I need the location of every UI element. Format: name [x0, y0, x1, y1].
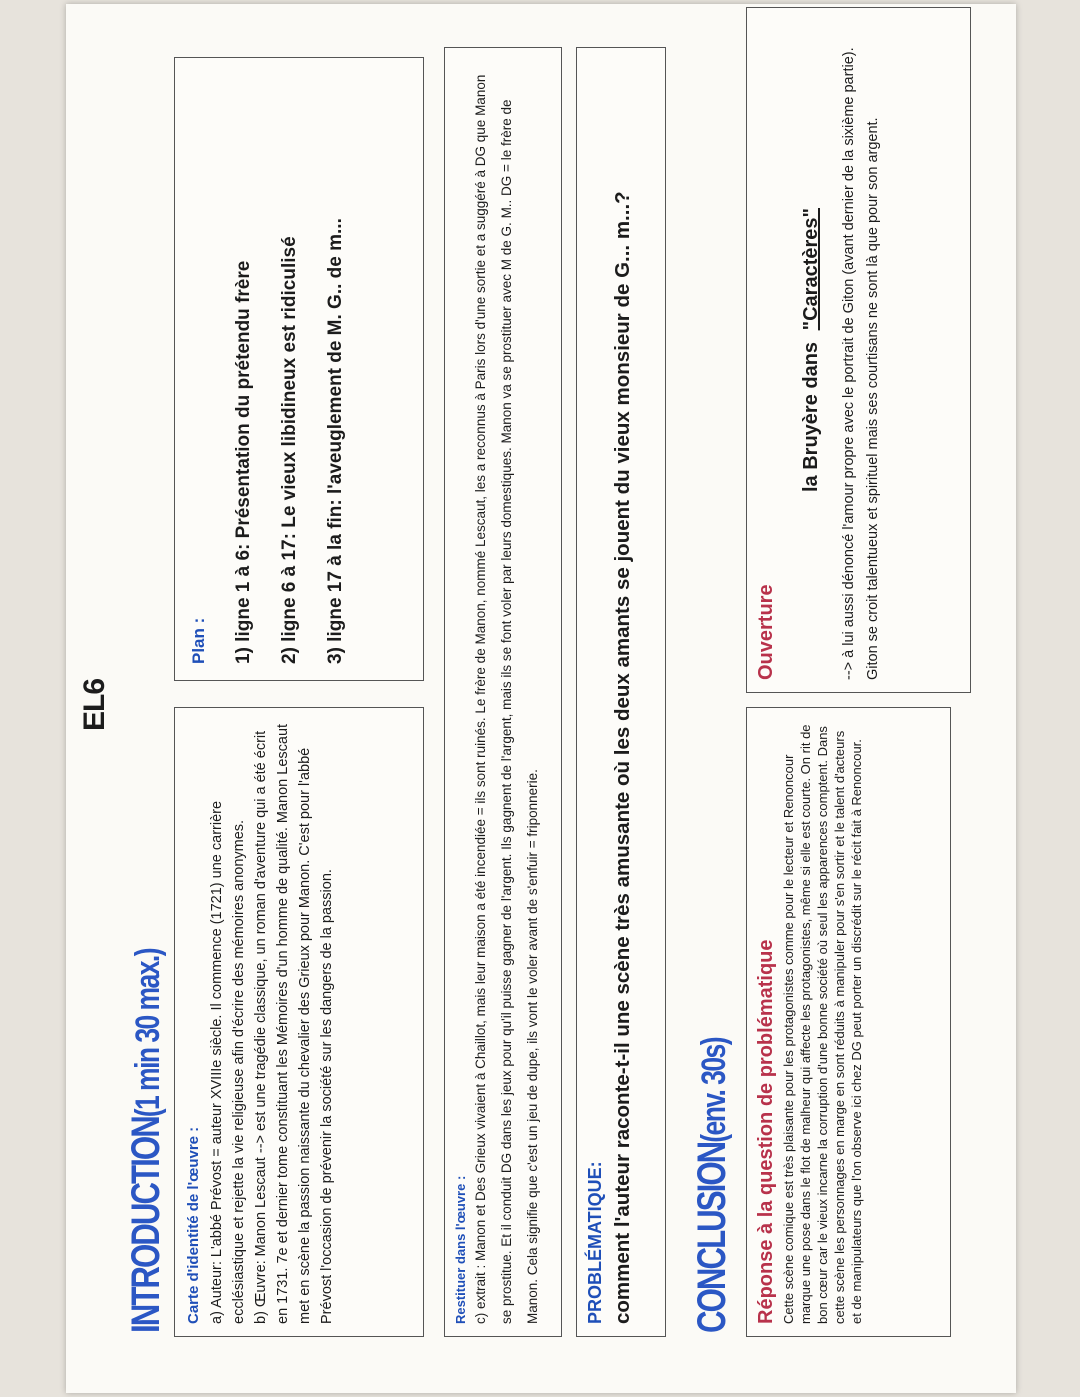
- restitution-label: Restituer dans l'œuvre :: [453, 1175, 468, 1324]
- introduction-duration: (1 min 30 max.): [129, 949, 167, 1118]
- plan-item-3: 3) ligne 17 à la fin: l'aveuglement de M. G.. de m...: [325, 218, 346, 664]
- opening-label: Ouverture: [755, 584, 777, 680]
- opening-reference-prefix: la Bruyère dans: [800, 341, 822, 493]
- conclusion-duration: (env. 30s): [695, 1037, 733, 1143]
- identity-card-author: a) Auteur: L'abbé Prévost = auteur XVIIIe siècle. Il commence (1721) une carrière ecclésiastique et rejette la vie religieuse afin d'écrire des mémoires anonymes.: [209, 800, 247, 1324]
- problematique-label: PROBLÉMATIQUE:: [585, 1161, 605, 1324]
- restitution-box: [444, 47, 562, 1337]
- identity-card-label: Carte d'identité de l'œuvre :: [185, 1126, 202, 1324]
- introduction-heading: INTRODUCTION: [124, 1117, 168, 1333]
- conclusion-title: [690, 1038, 735, 1333]
- opening-reference: [800, 20, 823, 680]
- plan-item-2: 2) ligne 6 à 17: Le vieux libidineux est ridiculisé: [279, 236, 300, 664]
- plan-label: Plan :: [189, 617, 208, 664]
- answer-text: Cette scène comique est très plaisante pour les protagonistes comme pour le lecteur et Renoncour marque une pose dans le flot de malheur qui affecte les protagonistes, même si elle est courte. On rit de bon cœur car le vieux incarne la corruption d'une bonne société où seul les apparences comptent. Dans cette scène les personnages en marge en sont réduits à manipuler pour s'en sortir et le talent d'acteurs et de manipulateurs que l'on observe ici chez DG peut porter un discrédit sur le récit fait à Renoncour.: [781, 724, 864, 1324]
- plan-box: [174, 57, 424, 681]
- plan-item-1: 1) ligne 1 à 6: Présentation du prétendu frère: [233, 260, 254, 664]
- opening-reference-title: "Caractères": [800, 208, 822, 331]
- opening-text: --> à lui aussi dénoncé l'amour propre avec le portrait de Giton (avant dernier de la sixième partie). Giton se croit talentueux et spirituel mais ses courtisans ne sont là que pour son argent.: [841, 47, 881, 680]
- paper-sheet: [66, 4, 1016, 1393]
- answer-label: Réponse à la question de problématique: [755, 939, 777, 1324]
- identity-card-box: [174, 707, 424, 1337]
- restitution-text: c) extrait : Manon et Des Grieux vivaient à Chaillot, mais leur maison a été incendiée = ils sont ruinés. Le frère de Manon, nommé Lescaut, les a reconnus à Paris lors d'une sortie et a suggéré à DG que Manon se prostitue. Et il conduit DG dans les jeux pour qu'il puisse gagner de l'argent. Ils gagnent de l'argent, mais ils se font voler par leurs domestiques. Manon va se prostituer avec M de G. M.. DG = le frère de Manon. Cela signifie que c'est un jeu de dupe, ils vont le voler avant de s'enfuir = friponnerie.: [473, 74, 540, 1324]
- opening-box: [746, 7, 971, 693]
- rotated-document: [66, 4, 1016, 1393]
- conclusion-heading: CONCLUSION: [690, 1142, 734, 1333]
- problematique-box: [576, 47, 666, 1337]
- introduction-title: [124, 949, 169, 1333]
- problematique-question: comment l'auteur raconte-t-il une scène très amusante où les deux amants se jouent du vieux monsieur de G... m...?: [611, 191, 634, 1324]
- identity-card-work: b) Œuvre: Manon Lescaut --> est une tragédie classique, un roman d'aventure qui a été écrit en 1731. 7e et dernier tome constituant les Mémoires d'un homme de qualité. Manon Lescaut met en scène la passion naissante du chevalier des Grieux pour Manon. C'est pour l'abbé Prévost l'occasion de prévenir la société sur les dangers de la passion.: [253, 723, 335, 1324]
- page-id: EL6: [78, 678, 111, 731]
- answer-box: [746, 707, 951, 1337]
